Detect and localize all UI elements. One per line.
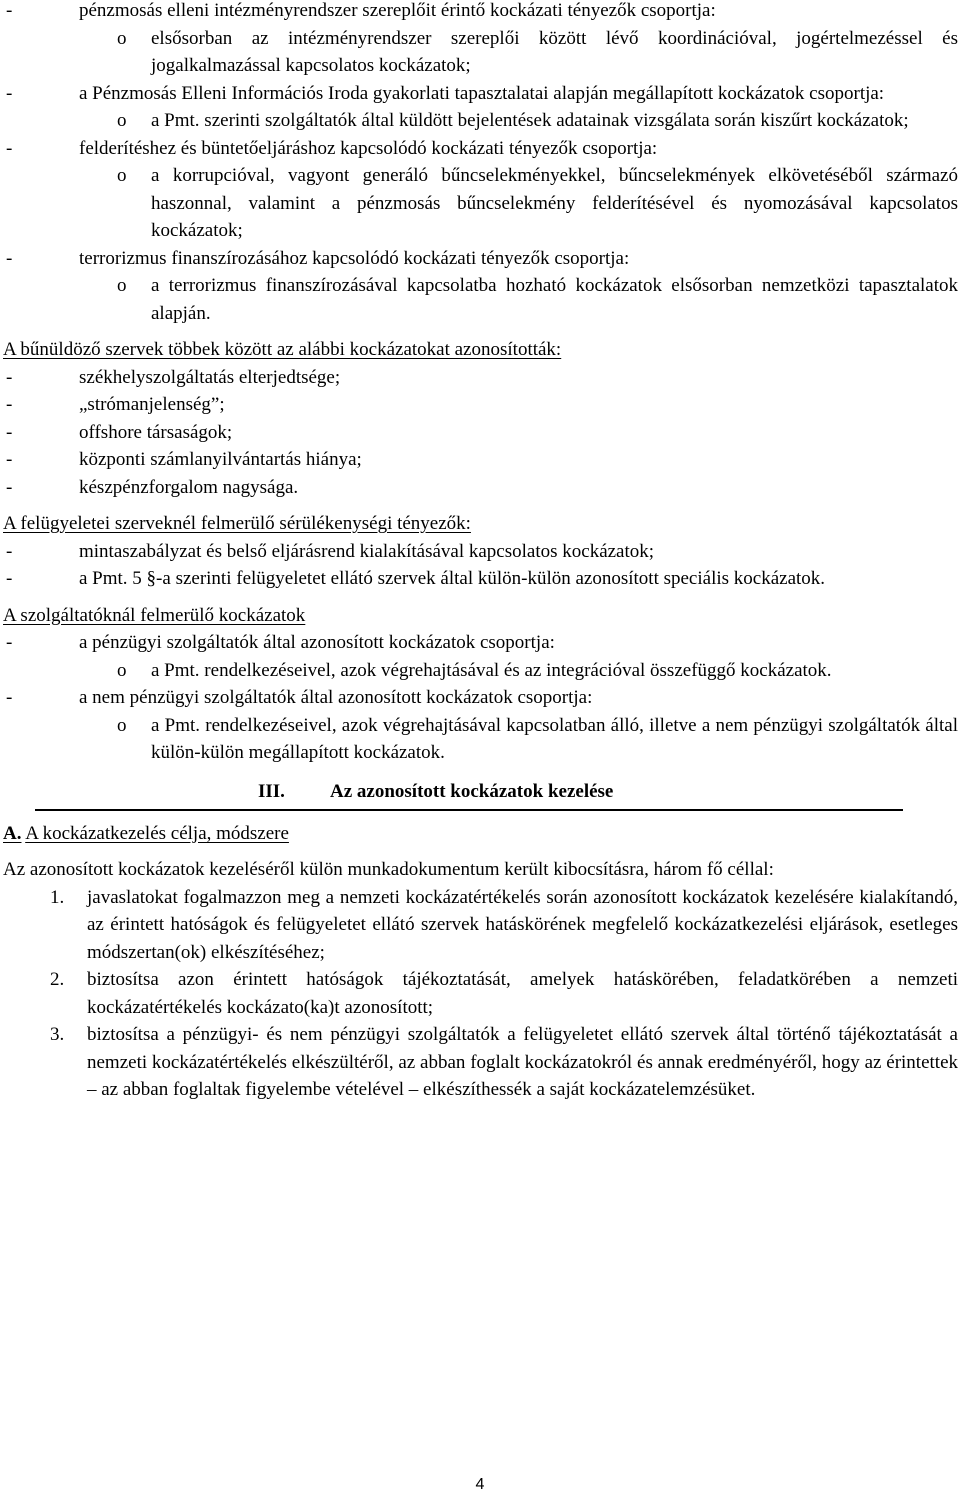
bullet-dash: - (6, 476, 13, 498)
bullet-circle: o (117, 714, 127, 736)
bullet-dash: - (6, 449, 13, 470)
list-item-text: „strómanjelenség”; (79, 394, 225, 415)
numbered-item (0, 1021, 960, 1104)
heading-text: A szolgáltatóknál felmerülő kockázatok (3, 604, 306, 626)
list-item (0, 629, 960, 657)
list-item (0, 364, 960, 392)
spacer (0, 847, 960, 856)
bullet-dash: - (6, 0, 13, 21)
item-number: 1. (50, 886, 65, 908)
spacer (0, 593, 960, 602)
sub-list-item (0, 162, 960, 245)
list-item-text: készpénzforgalom nagysága. (79, 476, 299, 498)
sub-list-item (0, 107, 960, 135)
list-item-text: a nem pénzügyi szolgáltatók által azonosított kockázatok csoportja: (79, 687, 593, 708)
list-item-text: pénzmosás elleni intézményrendszer szereplőit érintő kockázati tényezők csoportja: (79, 0, 716, 21)
list-item-text: székhelyszolgáltatás elterjedtsége; (79, 366, 341, 388)
list-item (0, 538, 960, 566)
list-item (0, 446, 960, 474)
heading-text: A felügyeletei szerveknél felmerülő sérülékenységi tényezők: (3, 513, 471, 534)
bullet-circle: o (117, 275, 127, 296)
list-item-text: a Pmt. 5 §-a szerinti felügyeletet ellátó szervek által külön-külön azonosított speciális kockázatok. (79, 568, 826, 589)
numbered-item-text: biztosítsa azon érintett hatóságok tájékoztatását, amelyek hatáskörében, feladatkörében a nemzeti kockázatértékelés kockázato(ka)t azonosított; (87, 969, 958, 1018)
list-item-text: a Pénzmosás Elleni Információs Iroda gyakorlati tapasztalatai alapján megállapított kockázatok csoportja: (79, 82, 885, 104)
bullet-dash: - (6, 394, 13, 415)
list-item (0, 135, 960, 163)
numbered-item-text: biztosítsa a pénzügyi- és nem pénzügyi szolgáltatók a felügyeletet ellátó szervek által történő tájékoztatását a nemzeti kockázatértékelés elkészültéről, az abban foglalt kockázatokról és annak eredményéről, hogy az érintettek – az abban foglaltak figyelembe vételével – elkészíthessék a saját kockázatelemzésüket. (87, 1024, 958, 1100)
bullet-circle: o (117, 659, 127, 681)
sub-list-item (0, 272, 960, 327)
sub-list-item-text: a Pmt. rendelkezéseivel, azok végrehajtásával kapcsolatban álló, illetve a nem pénzügyi szolgáltatók által külön-külön megállapított kockázatok. (151, 714, 958, 763)
sub-list-item (0, 25, 960, 80)
item-number: 3. (50, 1024, 65, 1045)
list-item (0, 80, 960, 108)
list-item (0, 245, 960, 273)
list-item (0, 474, 960, 502)
numbered-item (0, 884, 960, 967)
item-number: 2. (50, 969, 65, 990)
sub-list-item (0, 712, 960, 767)
sub-list-item-text: elsősorban az intézményrendszer szereplői között lévő koordinációval, jogértelmezéssel és jogalkalmazással kapcsolatos kockázatok; (151, 27, 958, 76)
sub-list-item-text: a Pmt. rendelkezéseivel, azok végrehajtásával és az integrációval összefüggő kockázatok. (151, 659, 832, 681)
list-item-text: offshore társaságok; (79, 421, 233, 443)
section-title (0, 778, 960, 820)
bullet-dash: - (6, 247, 13, 269)
bullet-dash: - (6, 421, 13, 443)
bullet-circle: o (117, 27, 127, 49)
list-item (0, 0, 960, 25)
bullet-circle: o (117, 165, 127, 186)
spacer (0, 501, 960, 510)
section-heading (0, 602, 960, 630)
list-item-text: a pénzügyi szolgáltatók által azonosított kockázatok csoportja: (79, 632, 555, 653)
numbered-item (0, 966, 960, 1021)
sub-list-item (0, 657, 960, 685)
subsection-heading (0, 820, 960, 848)
paragraph-text: Az azonosított kockázatok kezeléséről külön munkadokumentum került kibocsításra, három fő céllal: (3, 859, 774, 880)
list-item-text: központi számlanyilvántartás hiánya; (79, 449, 362, 470)
bullet-dash: - (6, 540, 13, 562)
list-item (0, 565, 960, 593)
section-heading (0, 336, 960, 364)
bullet-dash: - (6, 687, 13, 708)
subsection-title: A kockázatkezelés célja, módszere (25, 822, 289, 844)
bullet-dash: - (6, 568, 13, 589)
section-heading (0, 510, 960, 538)
sub-list-item-text: a korrupcióval, vagyont generáló bűncselekményekkel, bűncselekmények elkövetéséből származó haszonnal, valamint a pénzmosás bűncselekmény felderítésével és nyomozásával kapcsolatos kockázatok; (151, 165, 958, 241)
list-item-text: mintaszabályzat és belső eljárásrend kialakításával kapcsolatos kockázatok; (79, 540, 655, 562)
sub-list-item-text: a Pmt. szerinti szolgáltatók által küldött bejelentések adatainak vizsgálata során kiszűrt kockázatok; (151, 110, 909, 131)
numbered-item-text: javaslatokat fogalmazzon meg a nemzeti kockázatértékelés során azonosított kockázatok kezelésére kialakítandó, az érintett hatóságok és felügyeletet ellátó szervek hatáskörének megfelelő kockázatkezelési eljárások, esetleges módszertan(ok) elkészítéséhez; (87, 886, 958, 963)
bullet-circle: o (117, 110, 127, 131)
list-item (0, 684, 960, 712)
list-item-text: terrorizmus finanszírozásához kapcsolódó kockázati tényezők csoportja: (79, 247, 630, 269)
subsection-letter: A. (3, 822, 22, 844)
list-item (0, 391, 960, 419)
page-number: 4 (475, 1476, 485, 1493)
heading-text: A bűnüldöző szervek többek között az alábbi kockázatokat azonosították: (3, 339, 562, 360)
list-item-text: felderítéshez és büntetőeljáráshoz kapcsolódó kockázati tényezők csoportja: (79, 137, 658, 159)
spacer (0, 327, 960, 336)
list-item (0, 419, 960, 447)
bullet-dash: - (6, 632, 13, 653)
section-underline (35, 809, 903, 811)
sub-list-item-text: a terrorizmus finanszírozásával kapcsolatba hozható kockázatok elsősorban nemzetközi tapasztalatok alapján. (151, 275, 958, 324)
bullet-dash: - (6, 82, 13, 104)
section-title-text: Az azonosított kockázatok kezelése (330, 780, 614, 802)
section-number: III. (258, 780, 285, 802)
bullet-dash: - (6, 137, 13, 159)
paragraph (0, 856, 960, 884)
bullet-dash: - (6, 366, 13, 388)
